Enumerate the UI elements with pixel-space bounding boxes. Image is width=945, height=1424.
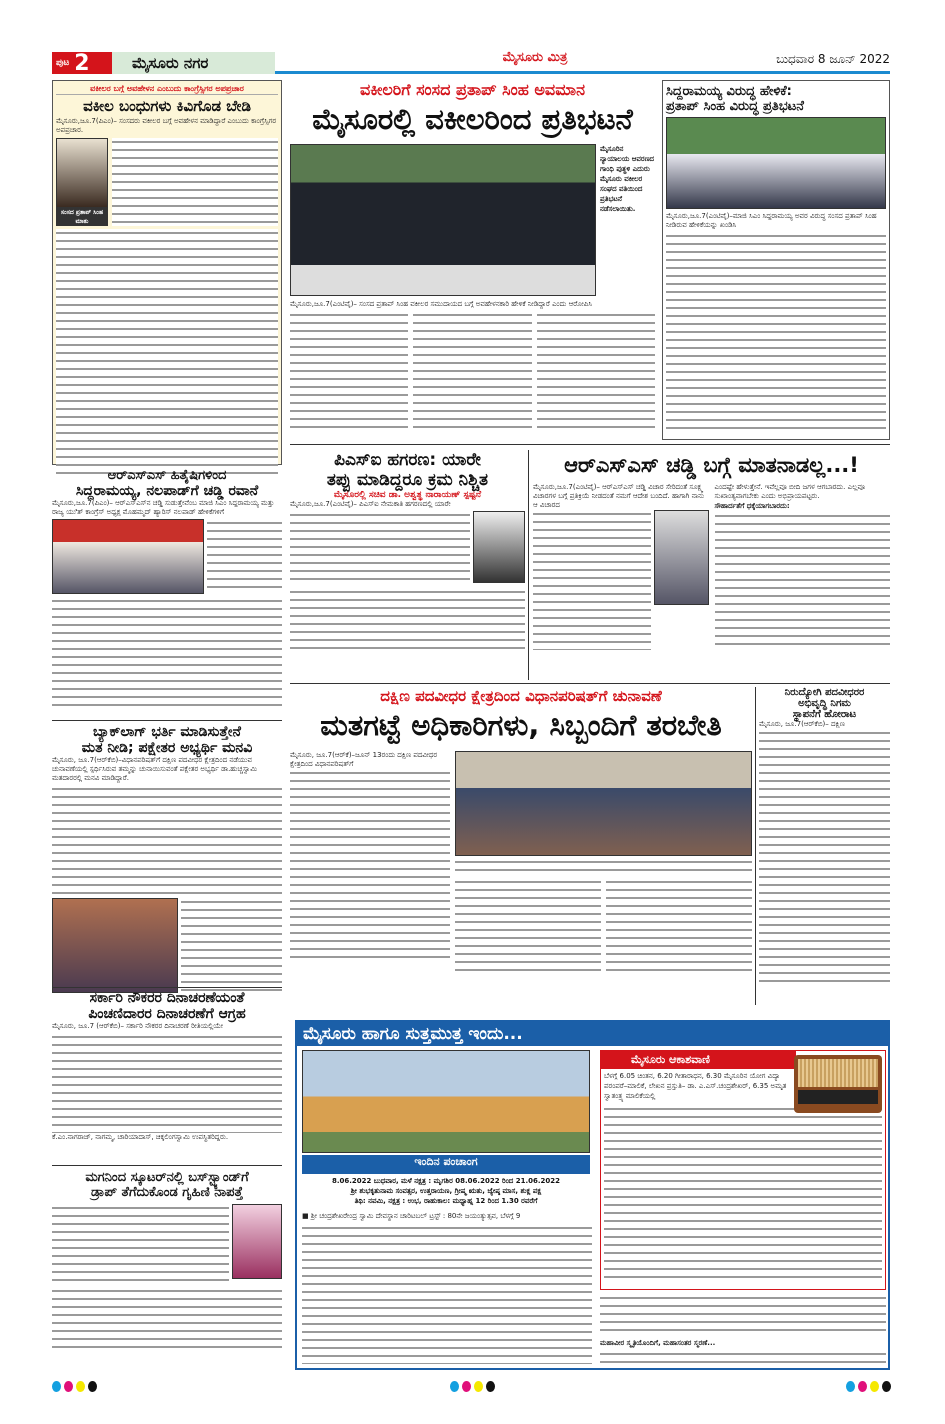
photo-caption: ಸಂಸದ ಪ್ರತಾಪ್ ಸಿಂಹ ಮಾತು bbox=[56, 208, 108, 226]
story-psi-scam bbox=[290, 450, 525, 680]
page-label: ಪುಟ bbox=[56, 58, 70, 68]
bottom-text bbox=[600, 1350, 886, 1366]
akashavani-box bbox=[600, 1050, 886, 1290]
event-item: ■ ಶ್ರೀ ಚಂದ್ರಶೇಖರೇಂದ್ರ ಸ್ವಾಮಿ ದೇವಸ್ಥಾನ ಚಾರಿಟಬಲ್ ಟ್ರಸ್ಟ್ : 80ನೇ ಜಯಂತ್ಯುತ್ಸವ, ಬೆಳಗ್ಗೆ 9 bbox=[302, 1212, 521, 1220]
lead: ಮೈಸೂರು, ಜೂ.7 (ಆರ್‌ಕೆಬಿ)– ಸರ್ಕಾರಿ ನೌಕರರ ದಿನಾಚರಣೆ ರೀತಿಯಲ್ಲಿಯೇ bbox=[52, 1022, 224, 1030]
registration-marks-left bbox=[52, 1377, 100, 1396]
training-hall-photo bbox=[455, 751, 752, 856]
body-text bbox=[52, 1033, 282, 1133]
body-col bbox=[455, 878, 601, 973]
body-col-3 bbox=[537, 311, 655, 429]
panchanga-line1: 8.06.2022 ಬುಧವಾರ, ಮಳೆ ನಕ್ಷತ್ರ : ಮೃಗಶಿರ 08.06.2022 ರಿಂದ 21.06.2022 bbox=[331, 1177, 561, 1185]
headline-line2: ಪ್ರತಾಪ್ ಸಿಂಹ ವಿರುದ್ಧ ಪ್ರತಿಭಟನೆ bbox=[666, 99, 804, 114]
body-text bbox=[759, 729, 890, 984]
story-vakila-bandhugalu bbox=[52, 80, 282, 465]
subhead: ಮೈಸೂರಲ್ಲಿ ಸಚಿವ ಡಾ. ಅಶ್ವತ್ಥ ನಾರಾಯಣ್ ಸ್ಪಷ್ಟನೆ bbox=[333, 490, 482, 500]
headline-line1: ನಿರುದ್ಯೋಗಿ ಪದವೀಧರರ bbox=[784, 687, 865, 698]
body-text bbox=[56, 229, 278, 474]
events-text bbox=[302, 1224, 592, 1364]
lead: ಮೈಸೂರು,ಜೂ.7(ಪಿಎಂ)– ಆರ್‌ಎಸ್‌ಎಸ್‌ನ ಚಡ್ಡಿ ಸುಡುತ್ತೇವೆಂಬ ಮಾಜಿ ಸಿಎಂ ಸಿದ್ದರಾಮಯ್ಯ ಮತ್ತು ರಾಜ್ಯ ಯುಿತ್ ಕಾಂಗ್ರೆಸ್ ಅಧ್ಯಕ್ಷ ಮೊಹಮ್ಮದ್ ಹ್ಯಾರಿಸ್ ನಲಪಾಡ್ ಹೇಳಿಕೆಗಳಿಗೆ bbox=[52, 499, 275, 516]
divider bbox=[52, 1165, 282, 1166]
schedule-text bbox=[604, 1105, 882, 1280]
registration-marks-right bbox=[846, 1377, 894, 1396]
story-missing-woman bbox=[52, 1170, 282, 1370]
body-col bbox=[606, 878, 752, 973]
headline-line2: ಸಿದ್ದರಾಮಯ್ಯ, ನಲಪಾಡ್‌ಗೆ ಚಡ್ಡಿ ರವಾನೆ bbox=[75, 483, 259, 499]
panchanga-title: ಇಂದಿನ ಪಂಚಾಂಗ bbox=[302, 1155, 590, 1174]
headline-line2: ಪಿಂಚಣಿದಾರರ ದಿನಾಚರಣೆಗೆ ಆಗ್ರಹ bbox=[88, 1006, 246, 1022]
col2-text: ಎಂದಷ್ಟೇ ಹೇಳುತ್ತೇನೆ. ಇವೆಲ್ಲವೂ ಬೀದಿ ಜಗಳ ಆಗಬಾರದು. ಎಲ್ಲವೂ ಸುಖಾಂತ್ಯವಾಗಬೇಕು ಎಂದು ಅಭಿಪ್ರಾಯಪಟ್ಟರು. bbox=[714, 483, 865, 500]
divider bbox=[52, 720, 282, 721]
body-text bbox=[52, 597, 282, 707]
body-col-2 bbox=[413, 311, 531, 429]
headline-line1: ಸರ್ಕಾರಿ ನೌಕರರ ದಿನಾಚರಣೆಯಂತೆ bbox=[89, 990, 245, 1006]
body-text bbox=[52, 1287, 282, 1352]
panchanga-text bbox=[302, 1176, 590, 1206]
headline: ಮತಗಟ್ಟೆ ಅಧಿಕಾರಿಗಳು, ಸಿಬ್ಬಂದಿಗೆ ತರಬೇತಿ bbox=[320, 708, 722, 742]
lead: ಮೈಸೂರು, ಜೂ.7(ಆರ್‌ಕೆಬಿ)– ದಕ್ಷಿಣ bbox=[759, 720, 845, 728]
headline-line2: ಡ್ರಾಪ್ ತೆಗೆದುಕೊಂಡ ಗೃಹಿಣಿ ನಾಪತ್ತೆ bbox=[91, 1185, 243, 1200]
body-text bbox=[666, 232, 886, 432]
attendees: ಕೆ.ಎಂ.ನಾಗರಾಜ್, ನಾಗಮ್ಮ, ಚಾರಿಯಾದಾಸ್, ಚಿಕ್ಕಲಿಂಗಸ್ವಾಮಿ ಉಪಸ್ಥಿತರಿದ್ದರು. bbox=[52, 1133, 229, 1141]
divider bbox=[52, 987, 282, 988]
kicker: ವಕೀಲರಿಗೆ ಸಂಸದ ಪ್ರತಾಪ್ ಸಿಂಹ ಅವಮಾನ bbox=[360, 80, 585, 99]
lead: ಮೈಸೂರು,ಜೂ.7(ಎಂಟಿವೈ)– ಆರ್‌ಎಸ್‌ಎಸ್ ಚಡ್ಡಿ ವಿಚಾರ ಸೇರಿದಂತೆ ಸೂಕ್ಷ್ಮ ವಿಚಾರಗಳ ಬಗ್ಗೆ ಪ್ರತಿಕ್ರಿಯೆ ನೀಡದಂತೆ ನಮಗೆ ಆದೇಶ ಬಂದಿದೆ. ಹಾಗಾಗಿ ನಾನು ಆ ವಿಚಾರದ bbox=[533, 483, 705, 509]
woman-photo bbox=[232, 1204, 282, 1279]
story-rss-chaddi-ravane bbox=[52, 468, 282, 718]
registration-marks-center bbox=[450, 1377, 498, 1396]
body-text bbox=[290, 511, 470, 586]
group-photo bbox=[52, 898, 178, 993]
divider bbox=[290, 683, 890, 684]
akashavani-title: ಮೈಸೂರು ಆಕಾಶವಾಣಿ bbox=[601, 1051, 796, 1069]
minister-photo bbox=[473, 511, 525, 583]
mysore-palace-photo bbox=[302, 1050, 590, 1153]
lead: ಮೈಸೂರು,ಜೂ.7(ಎಂಟಿವೈ)–ಮಾಜಿ ಸಿಎಂ ಸಿದ್ದರಾಮಯ್ಯ ಅವರ ವಿರುದ್ಧ ಸಂಸದ ಪ್ರತಾಪ್ ಸಿಂಹ ನೀಡಿರುವ ಹೇಳಿಕೆಯನ್ನು ಖಂಡಿಸಿ bbox=[666, 212, 877, 229]
mp-photo bbox=[56, 138, 108, 208]
date: ಬುಧವಾರ 8 ಜೂನ್ 2022 bbox=[776, 52, 890, 66]
headline-line3: ಸ್ಥಾಪನೆಗೆ ಹೋರಾಟ bbox=[792, 709, 857, 720]
bottom-text bbox=[600, 1294, 886, 1336]
lead: ಮೈಸೂರು,ಜೂ.7(ಪಿಎಂ)– ಸಂಸದರು ವಕೀಲರ ಬಗ್ಗೆ ಅವಹೇಳನ ಮಾಡಿದ್ದಾರೆ ಎಂಬುದು ಕಾಂಗ್ರೆಸ್ಸಿಗರ ಅಪಪ್ರಚಾರ. bbox=[56, 117, 277, 134]
story-siddaramaiah-protest bbox=[662, 80, 890, 440]
lead: ಮೈಸೂರು, ಜೂ.7(ಆರ್‌ಕೆಬಿ)–ವಿಧಾನಪರಿಷತ್‌ಗೆ ದಕ್ಷಿಣ ಪದವೀಧರ ಕ್ಷೇತ್ರದಿಂದ ನಡೆಯುವ ಚುನಾವಣೆಯಲ್ಲಿ ಸ್ಪರ್ಧಿಸಿರುವ ತಮ್ಮನ್ನು ಚುನಾಯಿಸುವಂತೆ ಪಕ್ಷೇತರ ಅಭ್ಯರ್ಥಿ ಡಾ.ಹುಚ್ಚಸ್ವಾಮಿ ಮತದಾರರಲ್ಲಿ ಮನವಿ ಮಾಡಿದ್ದಾರೆ. bbox=[52, 756, 257, 782]
akashavani-schedule: ಬೆಳಗ್ಗೆ 6.05 ಚಿಂತನ, 6.20 ಗೀತಾರಾಧನ, 6.30 ಮೈಸೂರಿನ ಯೋಗ ವಿದ್ಯಾ ಪರಂಪರೆ–ಮಾಲಿಕೆ, ಲೇಖನ ಪ್ರಸ್ತುತಿ– ಡಾ. ಎ.ಎಸ್.ಚಂದ್ರಶೇಖರ್, 6.35 ಅಮೃತ ಸ್ವಾತಂತ್ರ್ಯ ಮಾಲಿಕೆಯಲ್ಲಿ bbox=[604, 1072, 787, 1100]
lawyers-protest-photo bbox=[290, 144, 596, 296]
story-election-training bbox=[290, 687, 752, 1007]
photo-side-caption: ಮೈಸೂರಿನ ನ್ಯಾಯಾಲಯ ಆವರಣದ ಗಾಂಧಿ ಪುತ್ಥಳಿ ಎದುರು ಮೈಸೂರು ವಕೀಲರ ಸಂಘದ ವತಿಯಿಂದ ಪ್ರತಿಭಟನೆ ನಡೆಸಲಾಯಿತು. bbox=[600, 145, 655, 213]
headline-line2: ಮತ ನೀಡಿ; ಪಕ್ಷೇತರ ಅಭ್ಯರ್ಥಿ ಮನವಿ bbox=[81, 740, 253, 756]
story-niruddyogi bbox=[759, 687, 890, 1005]
body-col-1 bbox=[290, 311, 408, 429]
divider bbox=[290, 444, 890, 445]
lead: ಮೈಸೂರು, ಜೂ.7(ಆರ್‌ಕೆ)–ಜೂನ್ 13ರಂದು ದಕ್ಷಿಣ ಪದವೀಧರ ಕ್ಷೇತ್ರದಿಂದ ವಿಧಾನಪರಿಷತ್‌ಗೆ bbox=[290, 751, 438, 768]
headline: ಆರ್‌ಎಸ್‌ಎಸ್ ಚಡ್ಡಿ ಬಗ್ಗೆ ಮಾತನಾಡಲ್ಲ...! bbox=[564, 453, 859, 477]
page-number: 2 bbox=[74, 50, 90, 76]
kicker: ವಕೀಲರ ಬಗ್ಗೆ ಅವಹೇಳನ ಎಂಬುದು ಕಾಂಗ್ರೆಸ್ಸಿಗರ ಅಪಪ್ರಚಾರ bbox=[56, 84, 278, 95]
body-text bbox=[290, 588, 525, 653]
photo-caption bbox=[455, 858, 752, 876]
headline-line1: ಬ್ಯಾಕ್‌ಲಾಗ್ ಭರ್ತಿ ಮಾಡಿಸುತ್ತೇನೆ bbox=[93, 724, 241, 740]
body-text bbox=[290, 769, 450, 964]
headline-line1: ಪಿಎಸ್‌ಐ ಹಗರಣ: ಯಾರೇ bbox=[334, 450, 481, 470]
body-text bbox=[715, 512, 891, 647]
body-text bbox=[112, 138, 278, 226]
section-name: ಮೈಸೂರು ನಗರ bbox=[112, 52, 275, 74]
footer-note: ಮಹಾವೀರ ಸ್ಮೃತಿಯೊಂದಿಗೆ, ಮಹಾಸಂತರ ಸ್ಮರಣೆ... bbox=[600, 1339, 716, 1347]
panchanga-line2: ಶ್ರೀ ಶುಭಕೃತುನಾಮ ಸಂವತ್ಸರ, ಉತ್ತರಾಯಣ, ಗ್ರೀಷ್ಮ ಋತು, ಜ್ಯೇಷ್ಠ ಮಾಸ, ಶುಕ್ಲ ಪಕ್ಷ bbox=[350, 1187, 542, 1195]
masthead-logo: ಮೈಸೂರು ಮಿತ್ರ bbox=[502, 50, 568, 65]
headline: ವಕೀಲ ಬಂಧುಗಳು ಕಿವಿಗೊಡ ಬೇಡಿ bbox=[83, 97, 251, 115]
story-backlog bbox=[52, 724, 282, 984]
speaker-photo bbox=[654, 510, 709, 605]
body-text bbox=[52, 785, 282, 895]
story-pension-day bbox=[52, 990, 282, 1162]
headline: ಮೈಸೂರಲ್ಲಿ ವಕೀಲರಿಂದ ಪ್ರತಿಭಟನೆ bbox=[312, 102, 633, 136]
panchanga-line3: ತಿಥಿ: ನವಮಿ, ನಕ್ಷತ್ರ : ಉಭ, ರಾಹುಕಾಲ: ಮಧ್ಯಾಹ್ನ 12 ರಿಂದ 1.30 ರವರೆಗೆ bbox=[354, 1197, 538, 1205]
today-box bbox=[295, 1020, 890, 1370]
subhead: ಸೌಹಾರ್ದತೆಗೆ ಧಕ್ಕೆಯಾಗಬಾರದು: bbox=[714, 502, 790, 510]
story-rss-chaddi bbox=[533, 450, 890, 680]
today-title: ಮೈಸೂರು ಹಾಗೂ ಸುತ್ತಮುತ್ತ ಇಂದು... bbox=[297, 1022, 888, 1046]
page-tag bbox=[52, 52, 112, 74]
headline-line2: ತಪ್ಪು ಮಾಡಿದ್ದರೂ ಕ್ರಮ ನಿಶ್ಚಿತ bbox=[326, 470, 489, 490]
body-text bbox=[533, 510, 651, 650]
lead: ಮೈಸೂರು,ಜೂ.7(ಎಂಟಿವೈ)– ಪಿಎಸ್‌ಐ ನೇಮಕಾತಿ ಹಗರಣದಲ್ಲಿ ಯಾರೇ bbox=[290, 500, 451, 508]
lead: ಮೈಸೂರು,ಜೂ.7(ಎಂಟಿವೈ)– ಸಂಸದ ಪ್ರತಾಪ್ ಸಿಂಹ ವಕೀಲರ ಸಮುದಾಯದ ಬಗ್ಗೆ ಅವಹೇಳನಕಾರಿ ಹೇಳಿಕೆ ನೀಡಿದ್ದಾರೆ ಎಂದು ಆರೋಪಿಸಿ bbox=[290, 300, 592, 308]
header-rule bbox=[275, 71, 890, 74]
headline-line1: ಆರ್‌ಎಸ್‌ಎಸ್ ಹಿತೈಷಿಗಳಿಂದ bbox=[107, 468, 227, 483]
body-text bbox=[207, 519, 282, 594]
protest-photo bbox=[666, 117, 886, 209]
radio-icon bbox=[794, 1055, 882, 1113]
body-text bbox=[52, 1204, 229, 1284]
divider bbox=[528, 450, 529, 680]
main-story bbox=[290, 80, 655, 440]
protest-photo bbox=[52, 519, 204, 594]
kicker: ದಕ್ಷಿಣ ಪದವೀಧರ ಕ್ಷೇತ್ರದಿಂದ ವಿಧಾನಪರಿಷತ್‌ಗೆ ಚುನಾವಣೆ bbox=[380, 687, 662, 705]
divider bbox=[755, 687, 756, 1005]
headline-line1: ಮಗನಿಂದ ಸ್ಕೂಟರ್‌ನಲ್ಲಿ ಬಸ್‌ಸ್ಟ್ಯಾಂಡ್‌ಗೆ bbox=[85, 1170, 249, 1185]
headline-line1: ಸಿದ್ದರಾಮಯ್ಯ ವಿರುದ್ಧ ಹೇಳಿಕೆ: bbox=[666, 84, 792, 99]
photo-caption-text bbox=[181, 898, 282, 993]
headline-line2: ಅಭಿವೃದ್ಧಿ ನಿಗಮ bbox=[798, 698, 851, 709]
